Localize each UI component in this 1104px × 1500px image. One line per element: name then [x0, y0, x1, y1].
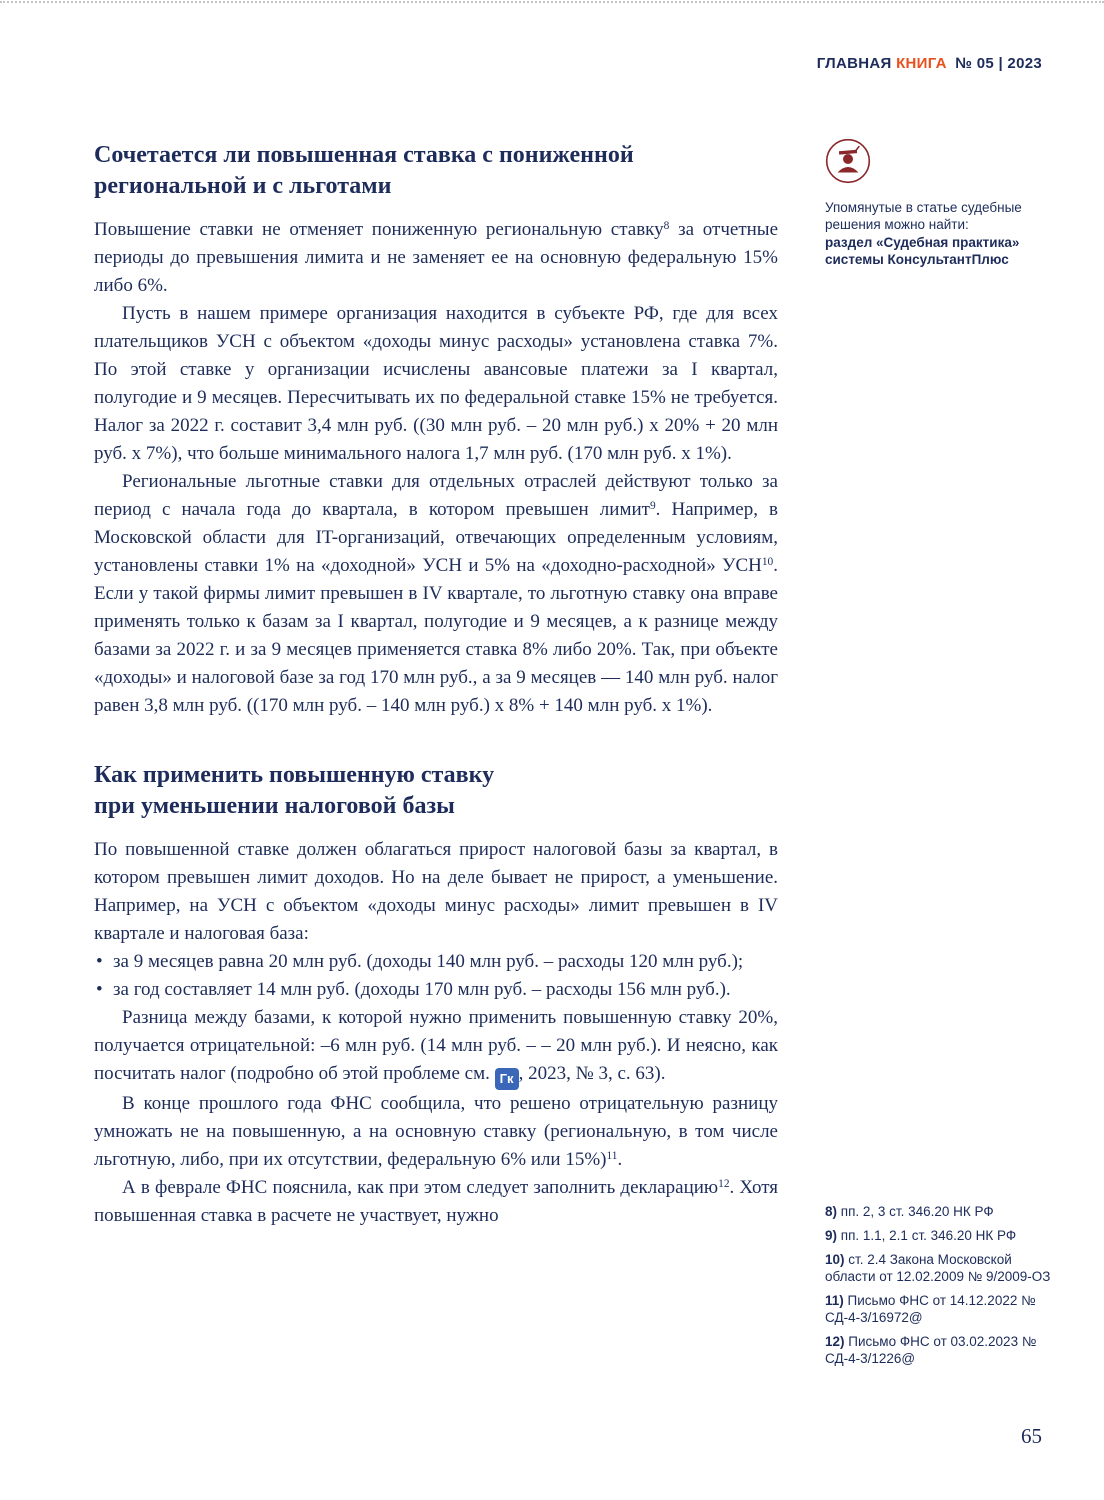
bullet-marker: • — [96, 951, 103, 972]
footnote-number: 11) — [825, 1293, 844, 1308]
paragraph-text: А в феврале ФНС пояснила, как при этом следует заполнить декларацию — [122, 1177, 719, 1198]
footnote-ref-11: 11 — [606, 1149, 618, 1162]
paragraph: Пусть в нашем примере организация находится в субъекте РФ, где для всех плательщиков УСН с объектом «доходы минус расходы» установлена ставка 7%. По этой ставке у организации исчислены авансовые платежи за I квартал, полугодие и 9 месяцев. Пересчитывать их по федеральной ставке 15% не требуется. Налог за 2022 г. составит 3,4 млн руб. ((30 млн руб. – 20 млн руб.) х 20% + 20 млн руб. х 7%), что больше минимального налога 1,7 млн руб. (170 млн руб. х 1%). — [94, 303, 778, 464]
footnote-number: 12) — [825, 1334, 845, 1349]
footnotes-block — [825, 1203, 1051, 1374]
footnote-text: пп. 1.1, 2.1 ст. 346.20 НК РФ — [840, 1228, 1017, 1243]
paragraph-text: . Если у такой фирмы лимит превышен в IV квартале, то льготную ставку она вправе применять только к базам за I квартал, полугодие и 9 месяцев, а к разнице между базами за 2022 г. и за 9 месяцев применяется ставка 8% либо 20%. Так, при объекте «доходы» и налоговой базе за год 170 млн руб., а за 9 месяцев — 140 млн руб. налог равен 3,8 млн руб. ((170 млн руб. – 140 млн руб.) х 8% + 140 млн руб. х 1%). — [94, 555, 778, 716]
list-item-text: за год составляет 14 млн руб. (доходы 170 млн руб. – расходы 156 млн руб.). — [113, 979, 731, 1000]
footnote-number: 10) — [825, 1252, 845, 1267]
judge-icon — [825, 138, 1043, 189]
footnote — [825, 1251, 1051, 1285]
paragraph — [94, 1004, 778, 1090]
paragraph — [94, 1174, 778, 1230]
paragraph-text: , 2023, № 3, с. 63). — [518, 1063, 666, 1084]
page-top-border — [0, 1, 1104, 3]
section-title-rates — [94, 140, 778, 202]
list-item-text: за 9 месяцев равна 20 млн руб. (доходы 140 млн руб. – расходы 120 млн руб.); — [113, 951, 744, 972]
paragraph — [94, 216, 778, 300]
paragraph-text: . — [617, 1149, 623, 1170]
list-item — [94, 976, 778, 1004]
issue-label: № 05 | 2023 — [955, 55, 1042, 72]
footnote-ref-12: 12 — [718, 1177, 730, 1190]
footnote-ref-10: 10 — [761, 555, 774, 568]
list-item — [94, 948, 778, 976]
page-header — [817, 55, 1042, 72]
footnote — [825, 1292, 1051, 1326]
footnote-text: пп. 2, 3 ст. 346.20 НК РФ — [840, 1204, 994, 1219]
footnote-text: Письмо ФНС от 03.02.2023 № СД-4-3/1226@ — [825, 1334, 1037, 1366]
title-line: при уменьшении налоговой базы — [94, 793, 455, 819]
article-column — [94, 140, 778, 1230]
footnote — [825, 1203, 1051, 1220]
footnote — [825, 1333, 1051, 1367]
paragraph — [94, 468, 778, 720]
sidebar-note-text — [825, 199, 1043, 269]
sidebar-note-lead: Упомянутые в статье судебные решения можно найти: — [825, 199, 1022, 232]
title-line: Как применить повышенную ставку — [94, 762, 495, 788]
sidebar-note — [825, 138, 1043, 269]
brand-kniga: КНИГА — [896, 55, 947, 72]
paragraph: По повышенной ставке должен облагаться прирост налоговой базы за квартал, в котором превышен лимит доходов. Но на деле бывает не прирост, а уменьшение. Например, на УСН с объектом «доходы минус расходы» лимит превышен в IV квартале и налоговая база: — [94, 839, 778, 944]
page-number: 65 — [1021, 1424, 1042, 1448]
paragraph-text: Региональные льготные ставки для отдельных отраслей действуют только за период с начала года до квартала, в котором превышен лимит — [94, 471, 778, 520]
section-title-reduced-base — [94, 760, 778, 822]
footnote — [825, 1227, 1051, 1244]
title-line: Сочетается ли повышенная ставка с пониженной — [94, 142, 634, 168]
sidebar-note-highlight: раздел «Судебная практика» системы КонсультантПлюс — [825, 234, 1020, 267]
footnote-number: 9) — [825, 1228, 838, 1243]
paragraph-text: . Например, в Московской области для IT-организаций, отвечающих определенным условиям, установлены ставки 1% на «доходной» УСН и 5% на «доходно-расходной» УСН — [94, 499, 779, 576]
footnote-text: ст. 2.4 Закона Московской области от 12.02.2009 № 9/2009-ОЗ — [825, 1252, 1051, 1284]
paragraph-text: Разница между базами, к которой нужно применить повышенную ставку 20%, получается отрицательной: –6 млн руб. (14 млн руб. – – 20 млн руб.). И неясно, как посчитать налог (подробно об этой проблеме см. — [94, 1007, 778, 1084]
footnote-text: Письмо ФНС от 14.12.2022 № СД-4-3/16972@ — [825, 1293, 1036, 1325]
title-line: региональной и с льготами — [94, 173, 392, 199]
footnote-ref-8: 8 — [663, 219, 670, 232]
paragraph — [94, 1090, 778, 1174]
bullet-marker: • — [96, 979, 103, 1000]
paragraph-text: . Хотя повышенная ставка в расчете не участвует, нужно — [94, 1177, 778, 1226]
gk-magazine-icon: Гк — [495, 1068, 519, 1090]
brand-glavnaya: ГЛАВНАЯ — [816, 55, 892, 72]
footnote-number: 8) — [825, 1204, 838, 1219]
paragraph-text: Повышение ставки не отменяет пониженную региональную ставку — [94, 219, 664, 240]
paragraph-text: В конце прошлого года ФНС сообщила, что решено отрицательную разницу умножать не на повышенную, а на основную ставку (региональную, в том числе льготную, либо, при их отсутствии, федеральную 6% или 15%) — [94, 1093, 778, 1170]
footnote-ref-9: 9 — [649, 499, 656, 512]
paragraph-text: за отчетные периоды до превышения лимита и не заменяет ее на основную федеральную 15% либо 6%. — [94, 219, 779, 296]
